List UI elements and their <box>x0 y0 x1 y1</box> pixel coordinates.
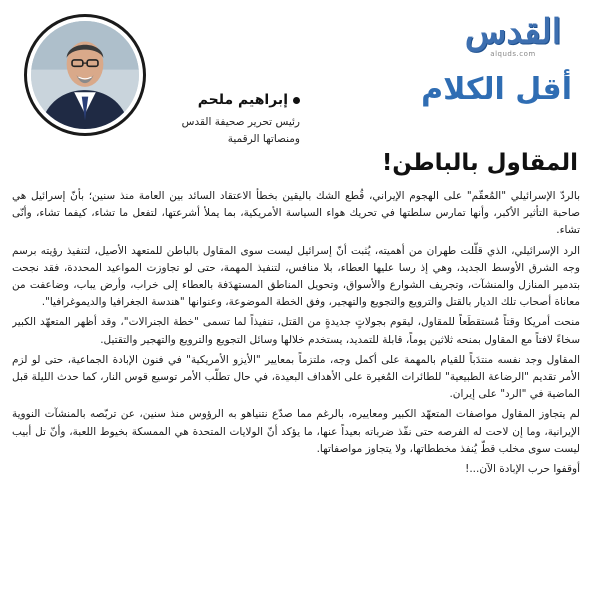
article-paragraph: منحت أمريكا وقتاً مُستقطَعاً للمقاول، ليقوم بجولاتٍ جديدةٍ من القتل، تنفيذاً لما تسمى "خطة الجنرالات"، وقد أظهر المتعهّد الكبير سخاءً لافتاً مع المقاول بمنحه ثلاثين يوماً، قابلة للتمديد، يستخدم خلالها وسائل التجويع والترويع والتهجير والتقتيل. <box>12 316 580 346</box>
article-header <box>0 0 600 150</box>
article-body <box>12 188 580 596</box>
logo-text: القدس <box>464 12 562 52</box>
article-paragraph: المقاول وجد نفسه منتدَباً للقيام بالمهمة على أكمل وجه، ملتزماً بمعايير "الأيزو الأمريكية" في فنون الإبادة الجماعية، حتى لو لزم الأمر تقديم "الرضاعة الطبيعية" للطائرات المُغيرة على الأهداف البعيدة، في حال تطلّب الأمر توسيع قوس النار، كما حدث الليلة قبل الماضية في "الرد" على إيران. <box>12 353 580 401</box>
bullet-icon <box>293 97 300 104</box>
author-name-text: إبراهيم ملحم <box>197 92 288 108</box>
author-portrait-icon <box>31 21 139 129</box>
logo-url: alquds.com <box>490 50 536 58</box>
author-photo <box>31 21 139 129</box>
author-photo-frame <box>24 14 146 136</box>
author-role: رئيس تحرير صحيفة القدس ومنصاتها الرقمية <box>181 116 300 145</box>
author-info <box>150 92 300 148</box>
column-title: أقل الكلام <box>421 72 572 107</box>
newspaper-logo <box>448 10 578 72</box>
article-paragraph: بالردّ الإسرائيلي "المُعقّم" على الهجوم الإيراني، قُطع الشك باليقين بخطأ الاعتقاد السائد بين العامة منذ سنين؛ بأنّ إسرائيل هي صاحبة التأثير الأكبر، وأنها تمارس سلطتها في تحريك هواء السياسة الأمريكية، بما يملأ أشرعتها، لتفعل ما تشاء، كيفما تشاء، وأنّى تشاء. <box>12 190 580 237</box>
article-paragraph: لم يتجاوز المقاول مواصفات المتعهّد الكبير ومعاييره، بالرغم مما صدّع نتنياهو به الرؤوس منذ سنين، عن تربّصه بالمنشآت النووية الإيرانية، وما إن لاحت له الفرصه حتى نفّذ ضرباته بعيداً عنها، ما يؤكد أنّ الولايات المتحدة هي الممسكة بخيوط اللعبة، وأنّ تل أبيب ليست سوى مخلب قطّ يُنفذ مخططاتها، ولا يتجاوز مواصفاتها. <box>12 408 580 455</box>
article-headline: المقاول بالباطن! <box>381 150 578 176</box>
article-closing: أوقفوا حرب الإبادة الآن...! <box>465 463 580 476</box>
author-name <box>150 92 300 108</box>
article-paragraph: الرد الإسرائيلي، الذي قلّلت طهران من أهميته، يُثبت أنّ إسرائيل ليست سوى المقاول بالباطن للمتعهد الأصيل، لتنفيذ رؤيته برسم وجه الشرق الأوسط الجديد، وهي إذ رسا عليها العطاء، بلا منافس، لتنفيذ المهمة، حتى لو تجاوزت المواعيد المحددة، فقد نجحت بتدمير المنازل والمنشآت، وتجريف الشوارع والأسواق، وتحويل المناطق المستهدَفة بالعطاء إلى خراب، وأرض يباب، وضاعفت من معاناة أصحاب تلك الديار بالقتل والترويع والتجويع والتهجير، وفق الخطة الموضوعة، وعنوانها "هندسة الجغرافيا والديموغرافيا". <box>12 244 580 309</box>
